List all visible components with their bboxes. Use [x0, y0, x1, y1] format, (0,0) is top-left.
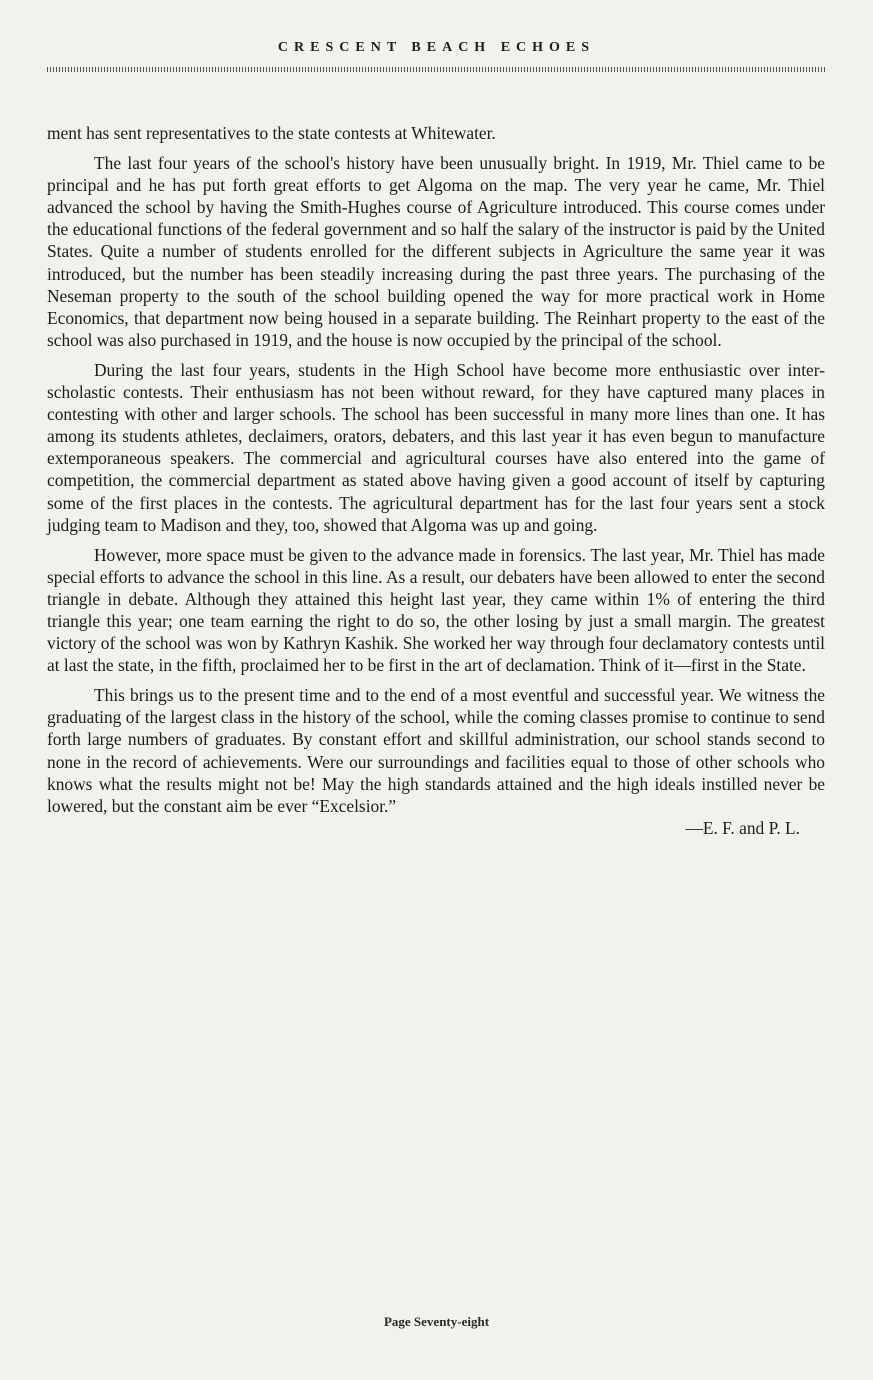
- running-header: CRESCENT BEACH ECHOES: [277, 40, 596, 55]
- paragraph-2: The last four years of the school's history have been unusually bright. In 1919, Mr. Thiel came to be principal and he has put forth great efforts to get Algoma on the map. The very year he came, Mr. Thiel advanced the school by having the Smith-Hughes course of Agriculture introduced. This course comes under the educational functions of the federal government and so half the salary of the instructor is paid by the United States. Quite a number of students enrolled for the different subjects in Agriculture the same year it was introduced, but the number has been steadily increasing during the past three years. The purchasing of the Neseman property to the south of the school building opened the way for more practical work in Home Economics, that department now being housed in a separate building. The Reinhart property to the east of the school was also purchased in 1919, and the house is now occupied by the principal of the school.: [47, 153, 825, 350]
- article-body: [47, 122, 825, 839]
- paragraph-5: This brings us to the present time and to the end of a most eventful and successful year. We witness the graduating of the largest class in the history of the school, while the coming classes promise to continue to send forth large numbers of graduates. By constant effort and skillful administration, our school stands second to none in the record of achievements. Were our surroundings and facilities equal to those of other schools who knows what the results might not be! May the high standards attained and the high ideals instilled never be lowered, but the constant aim be ever “Excelsior.”: [47, 685, 825, 816]
- paragraph-4: However, more space must be given to the advance made in forensics. The last year, Mr. Thiel has made special efforts to advance the school in this line. As a result, our debaters have been allowed to enter the second triangle in debate. Although they attained this height last year, they came within 1% of entering the third triangle this year; one team earning the right to do so, the other losing by just a small margin. The greatest victory of the school was won by Kathryn Kashik. She worked her way through four declamatory contests until at last the state, in the fifth, proclaimed her to be first in the art of declamation. Think of it—first in the State.: [47, 544, 825, 676]
- paragraph-3: During the last four years, students in the High School have become more enthusiastic over inter-scholastic contests. Their enthusiasm has not been without reward, for they have captured many places in contesting with other and larger schools. The school has been successful in many more lines than one. It has among its students athletes, declaimers, orators, debaters, and this last year it has even begun to manufacture extemporaneous speakers. The commercial and agricultural courses have also entered into the game of competition, the commercial department as stated above having given a good account of itself by capturing some of the first places in the contests. The agricultural department has for the last four years sent a stock judging team to Madison and they, too, showed that Algoma was up and going.: [47, 359, 825, 535]
- paragraph-1: ment has sent representatives to the state contests at Whitewater.: [47, 123, 496, 143]
- page-number: Page Seventy-eight: [383, 1314, 490, 1329]
- signature: —E. F. and P. L.: [685, 817, 800, 838]
- header-rule: [47, 67, 826, 72]
